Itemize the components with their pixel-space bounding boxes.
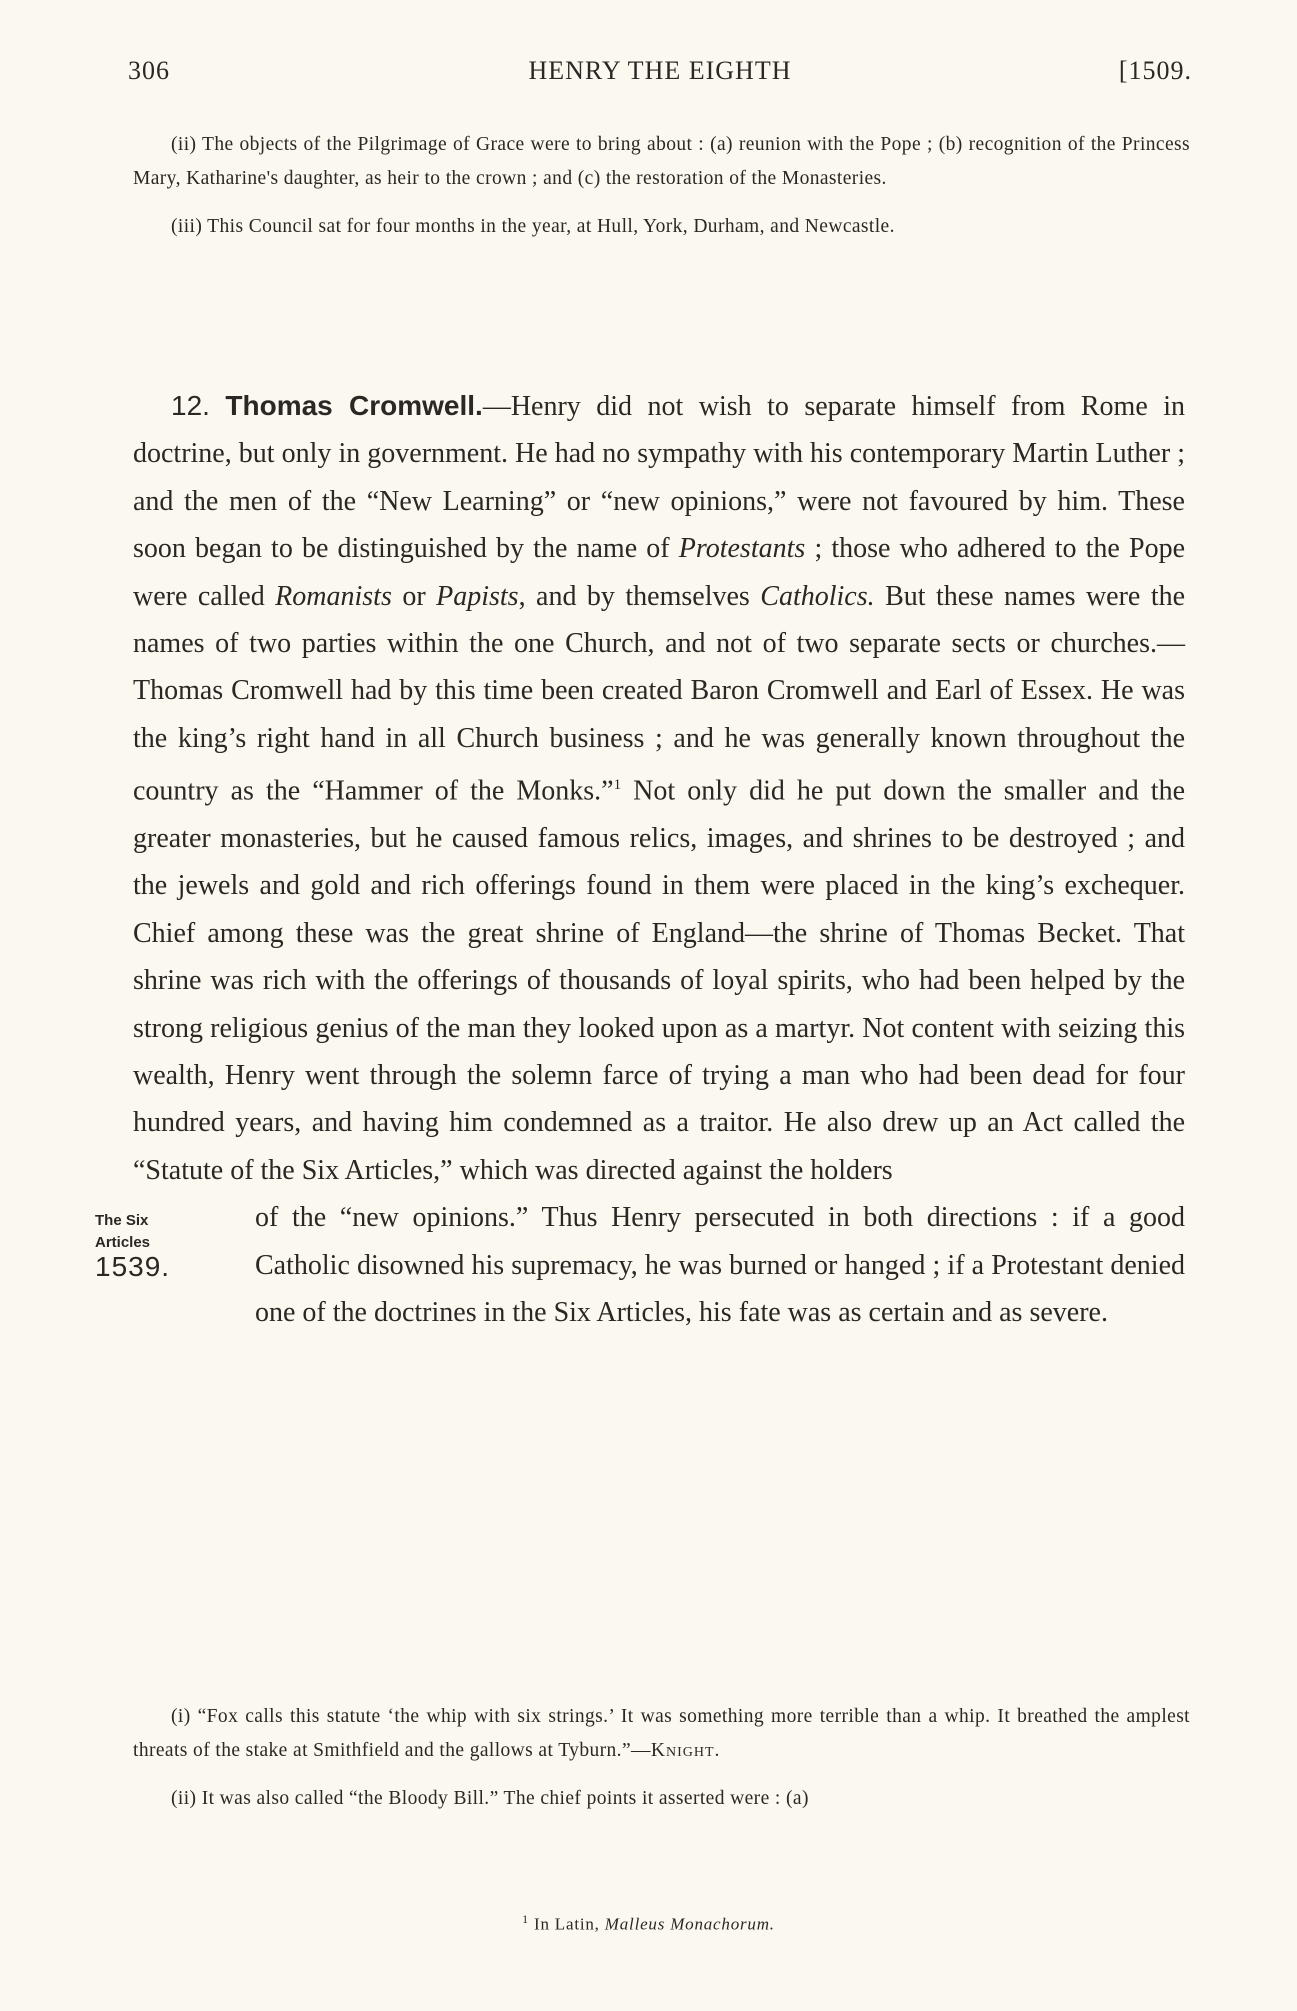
- footnote-text: In Latin,: [528, 1914, 605, 1934]
- body-text: Not only did he put down the smaller and the greater monasteries, but he caused famous relics, images, and shrines to be destroyed ; and the jewels and gold and rich offerings found in them were placed in the king’s exchequer. Chief among these was the great shrine of England—the shrine of Thomas Becket. That shrine was rich with the offerings of thousands of loyal spirits, who had been helped by the strong religious genius of the man they looked upon as a martyr. Not content with seizing this wealth, Henry went through the solemn farce of trying a man who had been dead for four hundred years, and having him condemned as a traitor. He also drew up an Act called the “Statute of the Six Articles,” which was directed against the holders: [133, 775, 1185, 1186]
- top-notes: [133, 128, 1190, 244]
- note-ii-pilgrimage: (ii) The objects of the Pilgrimage of Grace were to bring about : (a) reunion with the Pope ; (b) recognition of the Princess Mary, Katharine's daughter, as heir to the crown ; and (c) the restoration of the Monasteries.: [133, 134, 1190, 189]
- body-text: —Henry did not wish to separate himself from Rome in doctrine, but only in government. He had no sympathy with his contemporary Martin Luther ; and the men of the “New Learning” or “new opinions,” were not favoured by him. These soon began to be distinguished by the name of: [133, 391, 1185, 565]
- note-author: Knight.: [650, 1740, 721, 1761]
- body-text: of the “new opinions.” Thus Henry persecuted in both directions : if a good Catholic disowned his supremacy, he was burned or hanged ; if a Protestant denied one of the doctrines in the Six Articles, his fate was as certain and as severe.: [255, 1202, 1185, 1329]
- note-iii-council: (iii) This Council sat for four months in the year, at Hull, York, Durham, and Newcastle.: [171, 216, 895, 237]
- section-heading: Thomas Cromwell.: [225, 390, 483, 421]
- sidenote-year: 1539.: [95, 1251, 171, 1283]
- body-text: or: [391, 580, 437, 612]
- sidenote-six-articles: [95, 1194, 255, 1360]
- note-ii-bloody-bill: (ii) It was also called “the Bloody Bill.” The chief points it asserted were : (a): [171, 1788, 809, 1809]
- note-i-fox: [133, 1700, 1190, 1768]
- running-header: [128, 56, 1192, 96]
- footnote-latin: Malleus Monachorum.: [604, 1914, 775, 1934]
- page-number: 306: [128, 56, 170, 85]
- body-text: , and by themselves: [518, 580, 761, 612]
- term-romanists: Romanists: [275, 580, 392, 612]
- running-title: HENRY THE EIGHTH: [528, 56, 792, 85]
- section-paragraph-continued: [133, 1194, 1185, 1336]
- term-papists: Papists: [436, 580, 519, 612]
- note-text: (i) “Fox calls this statute ‘the whip with six strings.’ It was something more terrible than a whip. It breathed the amplest threats of the stake at Smithfield and the gallows at Tyburn.”—: [133, 1706, 1190, 1761]
- section-thomas-cromwell: [95, 382, 1186, 1360]
- bottom-notes: [133, 1700, 1190, 1816]
- body-text: ; those who adhered to the Pope were called: [133, 533, 1185, 612]
- term-catholics: Catholics.: [760, 580, 875, 612]
- term-protestants: Protestants: [678, 533, 806, 565]
- footnote-reference: 1: [613, 777, 622, 794]
- footnote-marker: 1: [522, 1912, 529, 1926]
- section-paragraph: [133, 382, 1185, 1194]
- sidenote-line: Articles: [95, 1234, 151, 1252]
- body-text: But these names were the names of two parties within the one Church, and not of two separate sects or churches.—Thomas Cromwell had by this time been created Baron Cromwell and Earl of Essex. He was the king’s right hand in all Church business ; and he was generally known throughout the country as the “Hammer of the Monks.”: [133, 580, 1186, 807]
- sidenote-line: The Six: [95, 1212, 149, 1230]
- section-number: 12.: [171, 390, 210, 421]
- year-marker: [1509.: [1118, 56, 1192, 85]
- page-footnote: [0, 1912, 1297, 1935]
